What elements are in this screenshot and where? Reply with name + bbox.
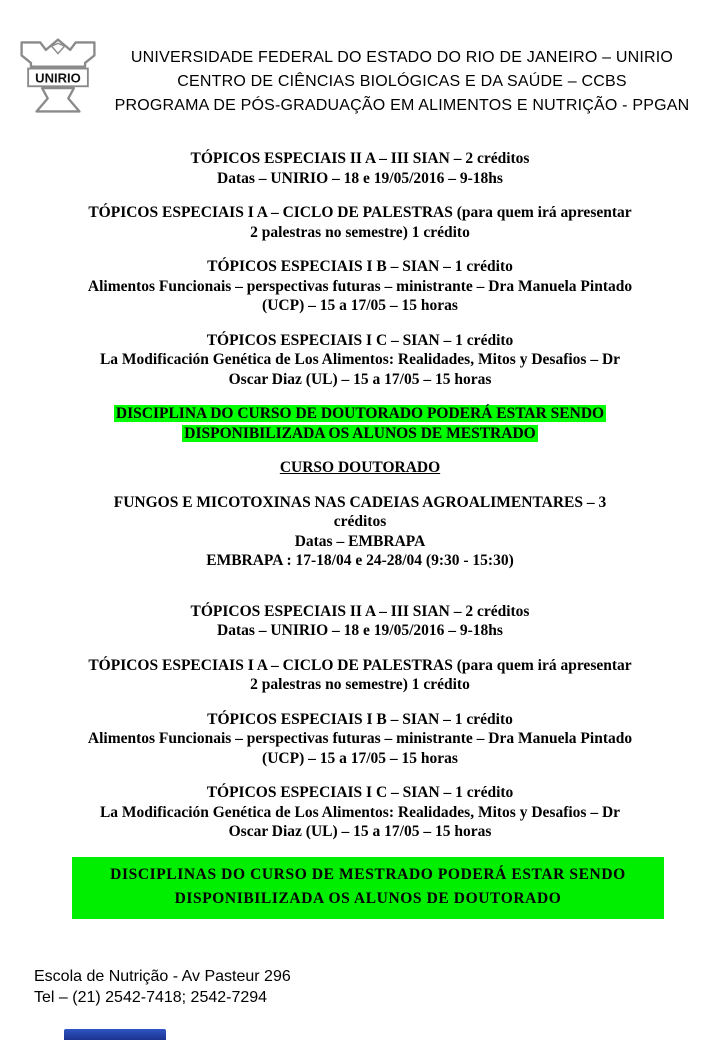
course-paragraph [28, 331, 692, 390]
text-line: La Modificación Genética de Los Alimentos: Realidades, Mitos y Desafios – Dr [99, 803, 621, 821]
course-paragraph [28, 602, 692, 641]
document-body [28, 149, 692, 919]
text-line: TÓPICOS ESPECIAIS I B – SIAN – 1 crédito [207, 710, 513, 728]
text-line: CURSO DOUTORADO [279, 459, 441, 476]
text-line: 2 palestras no semestre) 1 crédito [250, 223, 470, 241]
text-line: (UCP) – 15 a 17/05 – 15 horas [262, 749, 458, 767]
footer-line-address: Escola de Nutrição - Av Pasteur 296 [34, 968, 291, 985]
text-line: créditos [333, 513, 387, 530]
taskbar-fragment[interactable] [64, 1029, 166, 1040]
text-line: TÓPICOS ESPECIAIS II A – III SIAN – 2 créditos [190, 150, 530, 167]
text-line: DISPONIBILIZADA OS ALUNOS DE MESTRADO [184, 424, 536, 442]
text-line: TÓPICOS ESPECIAIS I A – CICLO DE PALESTRAS (para quem irá apresentar [88, 656, 632, 674]
header-line-university: UNIVERSIDADE FEDERAL DO ESTADO DO RIO DE JANEIRO – UNIRIO [130, 49, 674, 66]
text-line: Datas – UNIRIO – 18 e 19/05/2016 – 9-18hs [217, 169, 503, 187]
text-line: Alimentos Funcionais – perspectivas futuras – ministrante – Dra Manuela Pintado [87, 277, 633, 295]
notice-line: DISPONIBILIZADA OS ALUNOS DE DOUTORADO [174, 889, 562, 907]
footer-address [34, 966, 291, 1008]
course-paragraph [28, 203, 692, 242]
institution-header [96, 46, 708, 118]
course-paragraph [28, 656, 692, 695]
text-line: Alimentos Funcionais – perspectivas futuras – ministrante – Dra Manuela Pintado [87, 730, 633, 747]
text-line: TÓPICOS ESPECIAIS I C – SIAN – 1 crédito [206, 331, 514, 349]
logo-text: UNIRIO [35, 70, 81, 86]
text-line: Oscar Diaz (UL) – 15 a 17/05 – 15 horas [228, 823, 492, 840]
text-line: (UCP) – 15 a 17/05 – 15 horas [262, 297, 458, 314]
text-line: FUNGOS E MICOTOXINAS NAS CADEIAS AGROALIMENTARES – 3 [113, 493, 607, 511]
text-line: TÓPICOS ESPECIAIS II A – III SIAN – 2 créditos [190, 602, 530, 620]
notice-greenbox [72, 857, 664, 919]
section-spacer [28, 586, 692, 602]
text-line: 2 palestras no semestre) 1 crédito [250, 676, 470, 693]
highlighted-notice [28, 404, 692, 443]
text-line: Datas – EMBRAPA [294, 532, 426, 550]
text-line: Datas – UNIRIO – 18 e 19/05/2016 – 9-18hs [217, 622, 503, 639]
text-line: TÓPICOS ESPECIAIS I C – SIAN – 1 crédito [206, 784, 514, 801]
text-line: DISCIPLINA DO CURSO DE DOUTORADO PODERÁ ESTAR SENDO [115, 405, 605, 422]
footer-line-phone: Tel – (21) 2542-7418; 2542-7294 [34, 989, 268, 1006]
section-heading [28, 458, 692, 478]
course-paragraph [28, 710, 692, 769]
course-paragraph [28, 783, 692, 842]
course-paragraph [28, 149, 692, 188]
course-paragraph [28, 493, 692, 571]
header-line-center: CENTRO DE CIÊNCIAS BIOLÓGICAS E DA SAÚDE – CCBS [177, 73, 627, 90]
text-line: EMBRAPA : 17-18/04 e 24-28/04 (9:30 - 15:30) [206, 552, 514, 569]
unirio-logo [16, 34, 100, 118]
header-line-program: PROGRAMA DE PÓS-GRADUAÇÃO EM ALIMENTOS E NUTRIÇÃO - PPGAN [114, 97, 690, 114]
text-line: La Modificación Genética de Los Alimentos: Realidades, Mitos y Desafios – Dr [99, 351, 621, 368]
unirio-crest-icon [16, 34, 100, 118]
text-line: Oscar Diaz (UL) – 15 a 17/05 – 15 horas [228, 370, 492, 388]
notice-line: DISCIPLINAS DO CURSO DE MESTRADO PODERÁ ESTAR SENDO [110, 865, 626, 883]
text-line: TÓPICOS ESPECIAIS I A – CICLO DE PALESTRAS (para quem irá apresentar [88, 204, 632, 221]
course-paragraph [28, 257, 692, 316]
text-line: TÓPICOS ESPECIAIS I B – SIAN – 1 crédito [207, 258, 513, 275]
